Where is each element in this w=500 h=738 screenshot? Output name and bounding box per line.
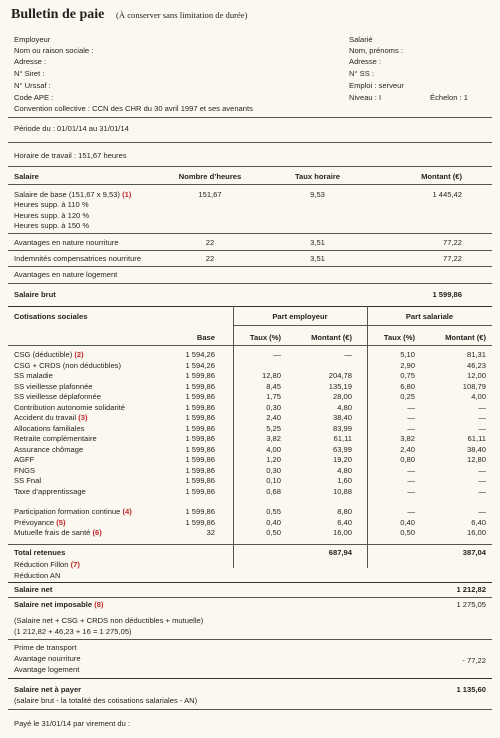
cotisation-ee-montant: 61,11 [467, 434, 486, 443]
cotisation-base: 1 599,86 [185, 486, 215, 496]
divider [8, 184, 492, 185]
cotisation-er-taux: 0,10 [266, 476, 281, 485]
payment-date: Payé le 31/01/14 par virement du : [14, 719, 131, 728]
avantage-nourriture: Avantage nourriture [14, 654, 81, 663]
cotisation-ee-montant: 108,79 [462, 381, 486, 391]
employer-address: Adresse : [14, 57, 47, 66]
cotisation-ee-taux: — [407, 423, 415, 433]
divider [8, 250, 492, 251]
cotisation-er-montant: 38,40 [332, 413, 352, 422]
divider [8, 582, 492, 583]
total-retenues-employer: 687,94 [328, 548, 352, 557]
reduction-an: Réduction AN [14, 571, 61, 580]
cotisation-base: 1 599,86 [185, 455, 215, 464]
cotisation-label: CSG + CRDS (non déductibles) [14, 360, 121, 370]
cotisation-er-taux: 1,75 [266, 392, 281, 401]
cotisation-er-montant: 61,11 [333, 434, 352, 443]
cotisation-er-montant: 28,00 [332, 392, 352, 401]
employee-job: Emploi : serveur [349, 81, 404, 90]
column-er-montant: Montant (€) [311, 333, 352, 342]
employer-urssaf: N° Urssaf : [14, 81, 51, 90]
divider [8, 639, 492, 640]
net-imposable-label: Salaire net imposable (8) [14, 600, 104, 609]
cotisation-ee-taux: — [407, 465, 415, 475]
net-imposable-formula: (Salaire net + CSG + CRDS non déductibles + mutuelle) [14, 616, 204, 625]
base-salary-amount: 1 445,42 [432, 190, 462, 199]
indemnites-amount: 77,22 [442, 254, 462, 263]
cotisation-base: 1 599,86 [185, 402, 215, 412]
avantages-nourriture-hours: 22 [205, 238, 215, 247]
column-er-taux: Taux (%) [249, 333, 281, 342]
cotisation-base: 1 594,26 [185, 350, 215, 359]
net-a-payer-amount: 1 135,60 [456, 685, 486, 694]
divider [8, 117, 492, 118]
cotisation-ee-montant: 12,00 [466, 371, 486, 380]
cotisation-base: 1 599,86 [185, 413, 215, 422]
cotisation-ee-taux: 3,82 [400, 434, 415, 443]
overtime-120: Heures supp. à 120 % [14, 211, 90, 220]
cotisation-ee-montant: — [478, 413, 486, 422]
cotisation-er-taux: 3,82 [266, 434, 281, 443]
cotisation-label: Retraite complémentaire [14, 434, 97, 443]
avantages-nourriture-label: Avantages en nature nourriture [14, 238, 119, 247]
cotisation-ee-montant: — [478, 423, 486, 433]
salaire-net-label: Salaire net [14, 585, 53, 594]
employer-siret: N° Siret : [14, 69, 45, 78]
employer-name: Nom ou raison sociale : [14, 46, 94, 55]
employee-heading: Salarié [349, 35, 373, 44]
cotisation-label: Participation formation continue (4) [14, 507, 132, 516]
cotisation-label: SS vieillesse déplafonnée [14, 392, 101, 401]
cotisation-ee-taux: — [407, 507, 415, 516]
employee-name: Nom, prénoms : [349, 46, 404, 55]
cotisation-er-montant: 8,80 [337, 507, 352, 516]
base-salary-rate: 9,53 [310, 190, 325, 199]
cotisation-label: FNGS [14, 465, 36, 475]
cotisation-ee-montant: 12,80 [466, 455, 486, 464]
total-retenues-employee: 387,04 [462, 548, 486, 557]
cotisation-ee-taux: 0,25 [400, 392, 415, 401]
employee-address: Adresse : [349, 57, 382, 66]
cotisation-base: 1 594,26 [185, 360, 215, 370]
overtime-110: Heures supp. à 110 % [14, 200, 89, 209]
avantages-nourriture-rate: 3,51 [310, 238, 325, 247]
cotisation-er-montant: 6,40 [337, 517, 352, 527]
cotisation-label: Assurance chômage [14, 444, 84, 454]
column-ee-taux: Taux (%) [383, 333, 415, 342]
document-subtitle: (À conserver sans limitation de durée) [116, 10, 248, 20]
cotisation-ee-taux: — [407, 402, 415, 412]
cotisation-er-taux: 1,20 [266, 455, 281, 464]
cotisations-title: Cotisations sociales [14, 312, 88, 321]
cotisation-ee-taux: 0,50 [400, 528, 415, 537]
cotisation-ee-taux: — [407, 413, 415, 422]
divider [8, 345, 492, 346]
cotisation-er-taux: 8,45 [266, 381, 281, 391]
cotisation-label: SS Fnal [14, 476, 42, 485]
cotisation-ee-taux: 0,75 [400, 371, 415, 380]
column-ee-montant: Montant (€) [445, 333, 486, 342]
cotisation-er-taux: 5,25 [266, 423, 281, 433]
avantage-logement: Avantage logement [14, 665, 80, 674]
cotisation-ee-taux: — [407, 476, 415, 485]
part-employeur-header: Part employeur [272, 312, 328, 321]
cotisation-ee-montant: 81,31 [466, 350, 486, 359]
cotisation-base: 1 599,86 [185, 517, 215, 527]
reduction-fillon: Réduction Fillon (7) [14, 560, 80, 569]
indemnites-rate: 3,51 [310, 254, 325, 263]
cotisation-ee-montant: 4,00 [471, 392, 486, 401]
base-salary-hours: 151,67 [198, 190, 222, 199]
cotisation-er-montant: 4,80 [337, 465, 352, 475]
cotisation-ee-taux: 5,10 [400, 350, 415, 359]
prime-transport: Prime de transport [14, 643, 77, 652]
base-salary-label: Salaire de base (151,67 x 9,53) (1) [14, 190, 132, 199]
cotisation-label: Accident du travail (3) [14, 413, 88, 422]
cotisation-label: Allocations familiales [14, 423, 85, 433]
salary-header-amount: Montant (€) [421, 172, 462, 181]
cotisation-er-taux: 0,30 [266, 402, 281, 412]
salaire-brut-label: Salaire brut [14, 290, 56, 299]
cotisation-er-montant: 63,99 [332, 444, 352, 454]
avantages-nourriture-amount: 77,22 [442, 238, 462, 247]
employee-niveau: Niveau : I [349, 93, 382, 102]
divider [8, 283, 492, 284]
indemnites-label: Indemnités compensatrices nourriture [14, 254, 142, 263]
salaire-net-amount: 1 212,82 [456, 585, 486, 594]
divider [8, 166, 492, 167]
convention-collective: Convention collective : CCN des CHR du 30 avril 1997 et ses avenants [14, 104, 253, 113]
period: Période du : 01/01/14 au 31/01/14 [14, 124, 129, 133]
cotisation-base: 1 599,86 [185, 444, 215, 454]
cotisation-er-taux: 0,40 [266, 517, 281, 527]
cotisation-base: 1 599,86 [185, 476, 215, 485]
column-base: Base [196, 333, 215, 342]
cotisation-er-montant: 4,80 [337, 402, 352, 412]
cotisation-base: 1 599,86 [185, 434, 215, 443]
salary-header-hours: Nombre d’heures [178, 172, 242, 181]
cotisation-ee-montant: 6,40 [471, 517, 486, 527]
net-imposable-calculation: (1 212,82 + 46,23 + 16 = 1 275,05) [14, 627, 132, 636]
employee-echelon: Échelon : 1 [430, 93, 468, 102]
cotisation-er-montant: 135,19 [328, 381, 352, 391]
total-retenues-label: Total retenues [14, 548, 66, 557]
cotisation-er-taux: 0,30 [266, 465, 281, 475]
avantage-nourriture-amount: - 77,22 [462, 656, 486, 665]
cotisation-ee-montant: — [478, 465, 486, 475]
cotisation-label: Taxe d’apprentissage [14, 486, 86, 496]
net-imposable-amount: 1 275,05 [456, 600, 486, 609]
cotisation-er-montant: 1,60 [337, 476, 352, 485]
divider [8, 233, 492, 234]
employee-ss: N° SS : [349, 69, 374, 78]
divider [8, 266, 492, 267]
cotisation-ee-taux: 6,80 [400, 381, 415, 391]
cotisation-ee-taux: 0,40 [400, 517, 415, 527]
cotisation-ee-taux: 2,90 [400, 360, 415, 370]
cotisation-base: 1 599,86 [185, 423, 215, 433]
divider [8, 597, 492, 598]
cotisation-base: 1 599,86 [185, 371, 215, 380]
cotisation-er-taux: — [273, 350, 281, 359]
cotisation-ee-taux: 2,40 [400, 444, 415, 454]
cotisation-ee-montant: — [478, 402, 486, 412]
cotisation-er-taux: 0,50 [266, 528, 281, 537]
cotisation-label: AGFF [14, 455, 35, 464]
salary-header-rate: Taux horaire [294, 172, 340, 181]
cotisation-label: SS vieillesse plafonnée [14, 381, 93, 391]
avantages-logement-label: Avantages en nature logement [14, 270, 118, 279]
divider [8, 306, 492, 307]
salary-header-label: Salaire [14, 172, 39, 181]
working-hours: Horaire de travail : 151,67 heures [14, 151, 127, 160]
salaire-brut-amount: 1 599,86 [432, 290, 462, 299]
divider [8, 709, 492, 710]
cotisation-ee-montant: 38,40 [466, 444, 486, 454]
cotisation-er-montant: — [344, 350, 352, 359]
cotisation-er-taux: 12,80 [261, 371, 281, 380]
divider [8, 142, 492, 143]
cotisation-ee-taux: 0,80 [400, 455, 415, 464]
cotisation-ee-montant: 16,00 [466, 528, 486, 537]
cotisation-er-montant: 83,99 [332, 423, 352, 433]
cotisation-ee-montant: — [478, 486, 486, 496]
cotisation-ee-montant: — [478, 476, 486, 485]
cotisation-er-montant: 10,88 [332, 486, 352, 496]
net-a-payer-note: (salaire brut - la totalité des cotisations salariales - AN) [14, 696, 198, 705]
cotisation-base: 1 599,86 [185, 465, 215, 475]
divider [8, 678, 492, 679]
cotisation-label: CSG (déductible) (2) [14, 350, 84, 359]
divider [8, 544, 492, 545]
cotisation-er-montant: 16,00 [332, 528, 352, 537]
indemnites-hours: 22 [205, 254, 215, 263]
cotisation-label: SS maladie [14, 371, 53, 380]
cotisation-er-taux: 0,55 [266, 507, 281, 516]
cotisation-label: Contribution autonomie solidarité [14, 402, 126, 412]
cotisation-ee-montant: — [478, 507, 486, 516]
cotisation-base: 1 599,86 [185, 507, 215, 516]
overtime-150: Heures supp. à 150 % [14, 221, 90, 230]
cotisation-er-montant: 19,20 [332, 455, 352, 464]
cotisation-ee-montant: 46,23 [466, 360, 486, 370]
cotisation-label: Mutuelle frais de santé (6) [14, 528, 102, 537]
cotisation-er-taux: 0,68 [266, 486, 281, 496]
cotisation-er-taux: 2,40 [266, 413, 281, 422]
cotisation-base: 32 [206, 528, 215, 537]
employer-ape: Code APE : [14, 93, 54, 102]
cotisation-er-taux: 4,00 [266, 444, 281, 454]
employer-heading: Employeur [14, 35, 51, 44]
cotisation-ee-taux: — [407, 486, 415, 496]
cotisation-base: 1 599,86 [185, 381, 215, 391]
part-salariale-header: Part salariale [405, 312, 454, 321]
cotisation-label: Prévoyance (5) [14, 517, 66, 527]
divider [233, 325, 492, 326]
cotisation-er-montant: 204,78 [328, 371, 352, 380]
cotisation-base: 1 599,86 [185, 392, 215, 401]
document-title: Bulletin de paie [11, 7, 105, 22]
net-a-payer-label: Salaire net à payer [14, 685, 82, 694]
